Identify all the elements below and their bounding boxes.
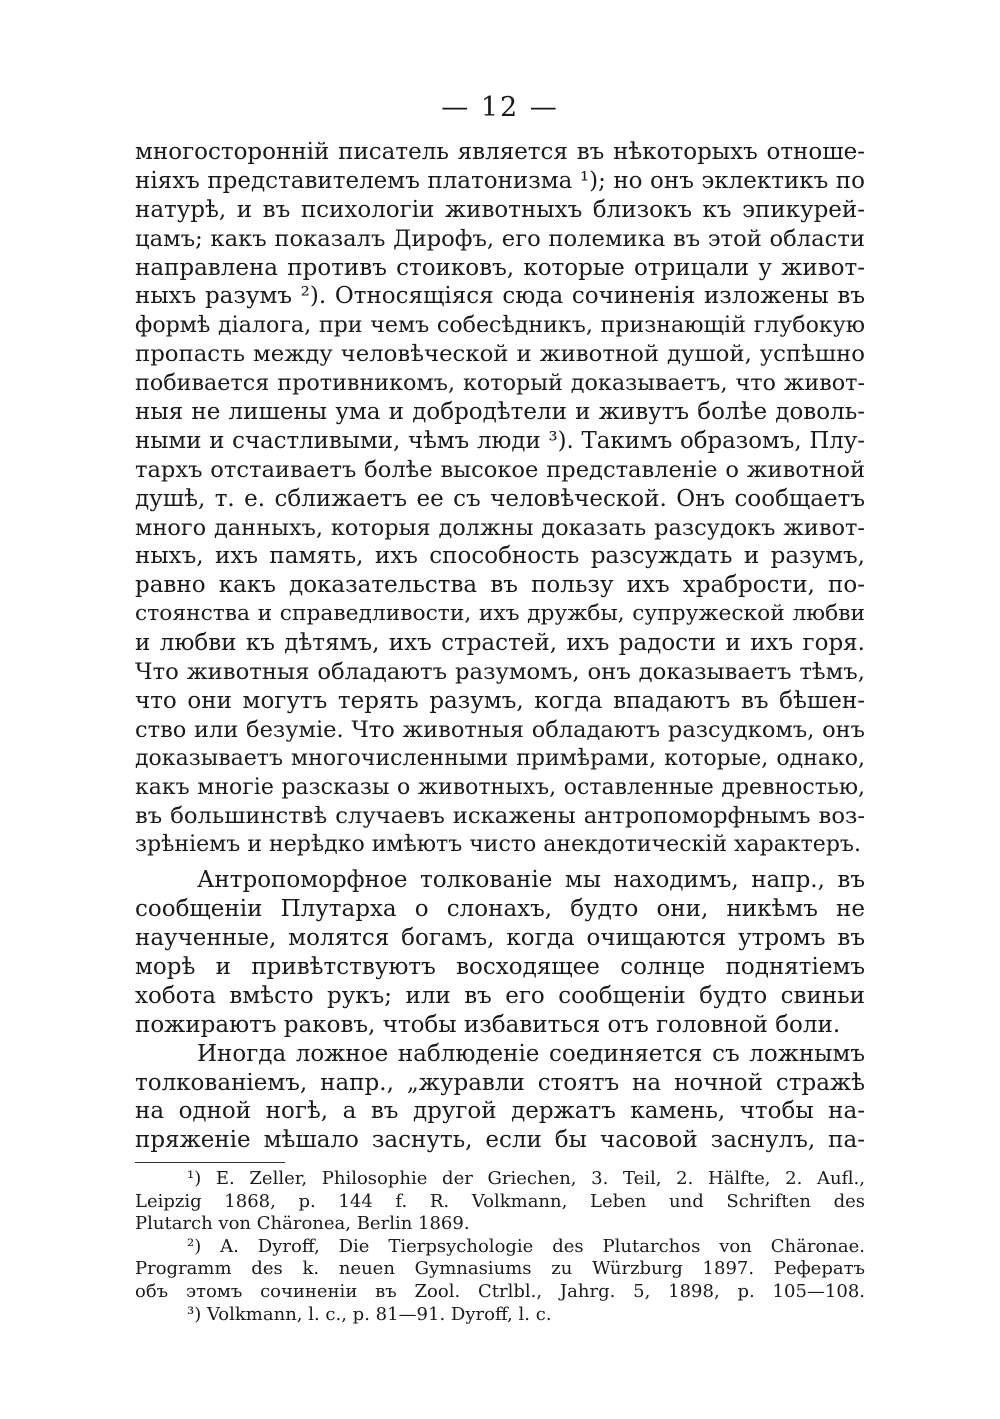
- text-line: много данныхъ, которыя должны доказать разсудокъ живот-: [135, 514, 865, 541]
- text-line: наученные, молятся богамъ, когда очищаются утромъ въ: [135, 925, 865, 952]
- footnote-line: ³) Volkmann, l. c., p. 81—91. Dyroff, l. c.: [187, 1303, 552, 1325]
- text-line: формѣ діалога, при чемъ собесѣдникъ, признающій глубокую: [135, 312, 865, 339]
- footnote-line: объ этомъ сочиненіи въ Zool. Ctrlbl., Jahrg. 5, 1898, p. 105—108.: [135, 1280, 865, 1302]
- text-line: стоянства и справедливости, ихъ дружбы, супружеской любви: [135, 601, 865, 627]
- footnote-line: Plutarch von Chäronea, Berlin 1869.: [135, 1213, 470, 1235]
- text-line: ныя не лишены ума и добродѣтели и живутъ болѣе доволь-: [135, 399, 865, 426]
- text-line: цамъ; какъ показалъ Дирофъ, его полемика въ этой области: [135, 225, 865, 252]
- text-line: пожираютъ раковъ, чтобы избавиться отъ головной боли.: [135, 1011, 841, 1038]
- footnote-line: Leipzig 1868, p. 144 f. R. Volkmann, Leben und Schriften des: [135, 1190, 865, 1212]
- text-line: побивается противникомъ, который доказываетъ, что живот-: [135, 370, 865, 397]
- text-line: пряженіе мѣшало заснуть, если бы часовой заснулъ, па-: [135, 1127, 865, 1154]
- text-line: тархъ отстаиваетъ болѣе высокое представленіе о животной: [135, 456, 865, 483]
- text-line: ство или безуміе. Что животныя обладаютъ разсудкомъ, онъ: [135, 716, 865, 743]
- text-line: доказываетъ многочисленными примѣрами, которые, однако,: [135, 745, 865, 771]
- footnote-separator: [135, 1162, 285, 1163]
- footnote-3: [135, 1304, 865, 1327]
- footnote-1: [135, 1168, 865, 1236]
- text-line: ныхъ разумъ ²). Относящіяся сюда сочиненія изложены въ: [135, 283, 865, 310]
- footnote-2: [135, 1236, 865, 1304]
- text-line: направлена противъ стоиковъ, которые отрицали у живот-: [135, 254, 865, 281]
- paragraph-2: [135, 866, 865, 1039]
- text-line: душѣ, т. е. сближаетъ ее съ человѣческой. Онъ сообщаетъ: [135, 485, 865, 512]
- text-line: многосторонній писатель является въ нѣкоторыхъ отноше-: [135, 139, 865, 165]
- text-line: ніяхъ представителемъ платонизма ¹); но онъ эклектикъ по: [135, 167, 865, 194]
- main-text: [135, 138, 865, 1155]
- paragraph-1: [135, 138, 865, 860]
- text-line: въ большинствѣ случаевъ искажены антропоморфнымъ воз-: [135, 803, 865, 830]
- text-line: какъ многіе разсказы о животныхъ, оставленные древностью,: [135, 774, 865, 800]
- text-line: Антропоморфное толкованіе мы находимъ, напр., въ: [197, 867, 865, 894]
- text-line: ныхъ, ихъ память, ихъ способность разсуждать и разумъ,: [135, 543, 865, 570]
- page-number: — 12 —: [441, 92, 559, 123]
- text-line: натурѣ, и въ психологіи животныхъ близокъ къ эпикурей-: [135, 196, 865, 223]
- text-line: Что животныя обладаютъ разумомъ, онъ доказываетъ тѣмъ,: [135, 659, 865, 686]
- text-line: ными и счастливыми, чѣмъ люди ³). Такимъ образомъ, Плу-: [135, 427, 865, 454]
- text-line: морѣ и привѣтствуютъ восходящее солнце поднятіемъ: [135, 953, 865, 980]
- text-line: и любви къ дѣтямъ, ихъ страстей, ихъ радости и ихъ горя.: [135, 630, 865, 657]
- text-line: сообщеніи Плутарха о слонахъ, будто они, никѣмъ не: [135, 896, 865, 923]
- footnote-line: ¹) E. Zeller, Philosophie der Griechen, 3. Teil, 2. Hälfte, 2. Aufl.,: [187, 1168, 865, 1189]
- text-line: Иногда ложное наблюденіе соединяется съ ложнымъ: [197, 1040, 865, 1067]
- text-line: что они могутъ терять разумъ, когда впадаютъ въ бѣшен-: [135, 687, 865, 714]
- paragraph-3: [135, 1040, 865, 1156]
- text-line: на одной ногѣ, а въ другой держатъ камень, чтобы на-: [135, 1098, 865, 1125]
- footnotes: [135, 1168, 865, 1326]
- text-line: равно какъ доказательства въ пользу ихъ храбрости, по-: [135, 572, 865, 599]
- text-line: хобота вмѣсто рукъ; или въ его сообщеніи будто свиньи: [135, 982, 865, 1009]
- text-line: пропасть между человѣческой и животной душой, успѣшно: [135, 341, 865, 368]
- text-line: зрѣніемъ и нерѣдко имѣютъ чисто анекдотическій характеръ.: [135, 832, 861, 858]
- footnote-line: ²) A. Dyroff, Die Tierpsychologie des Plutarchos von Chäronae.: [187, 1235, 865, 1257]
- text-line: толкованіемъ, напр., „журавли стоятъ на ночной стражѣ: [135, 1069, 865, 1096]
- footnote-line: Programm des k. neuen Gymnasiums zu Würzburg 1897. Рефератъ: [135, 1258, 865, 1280]
